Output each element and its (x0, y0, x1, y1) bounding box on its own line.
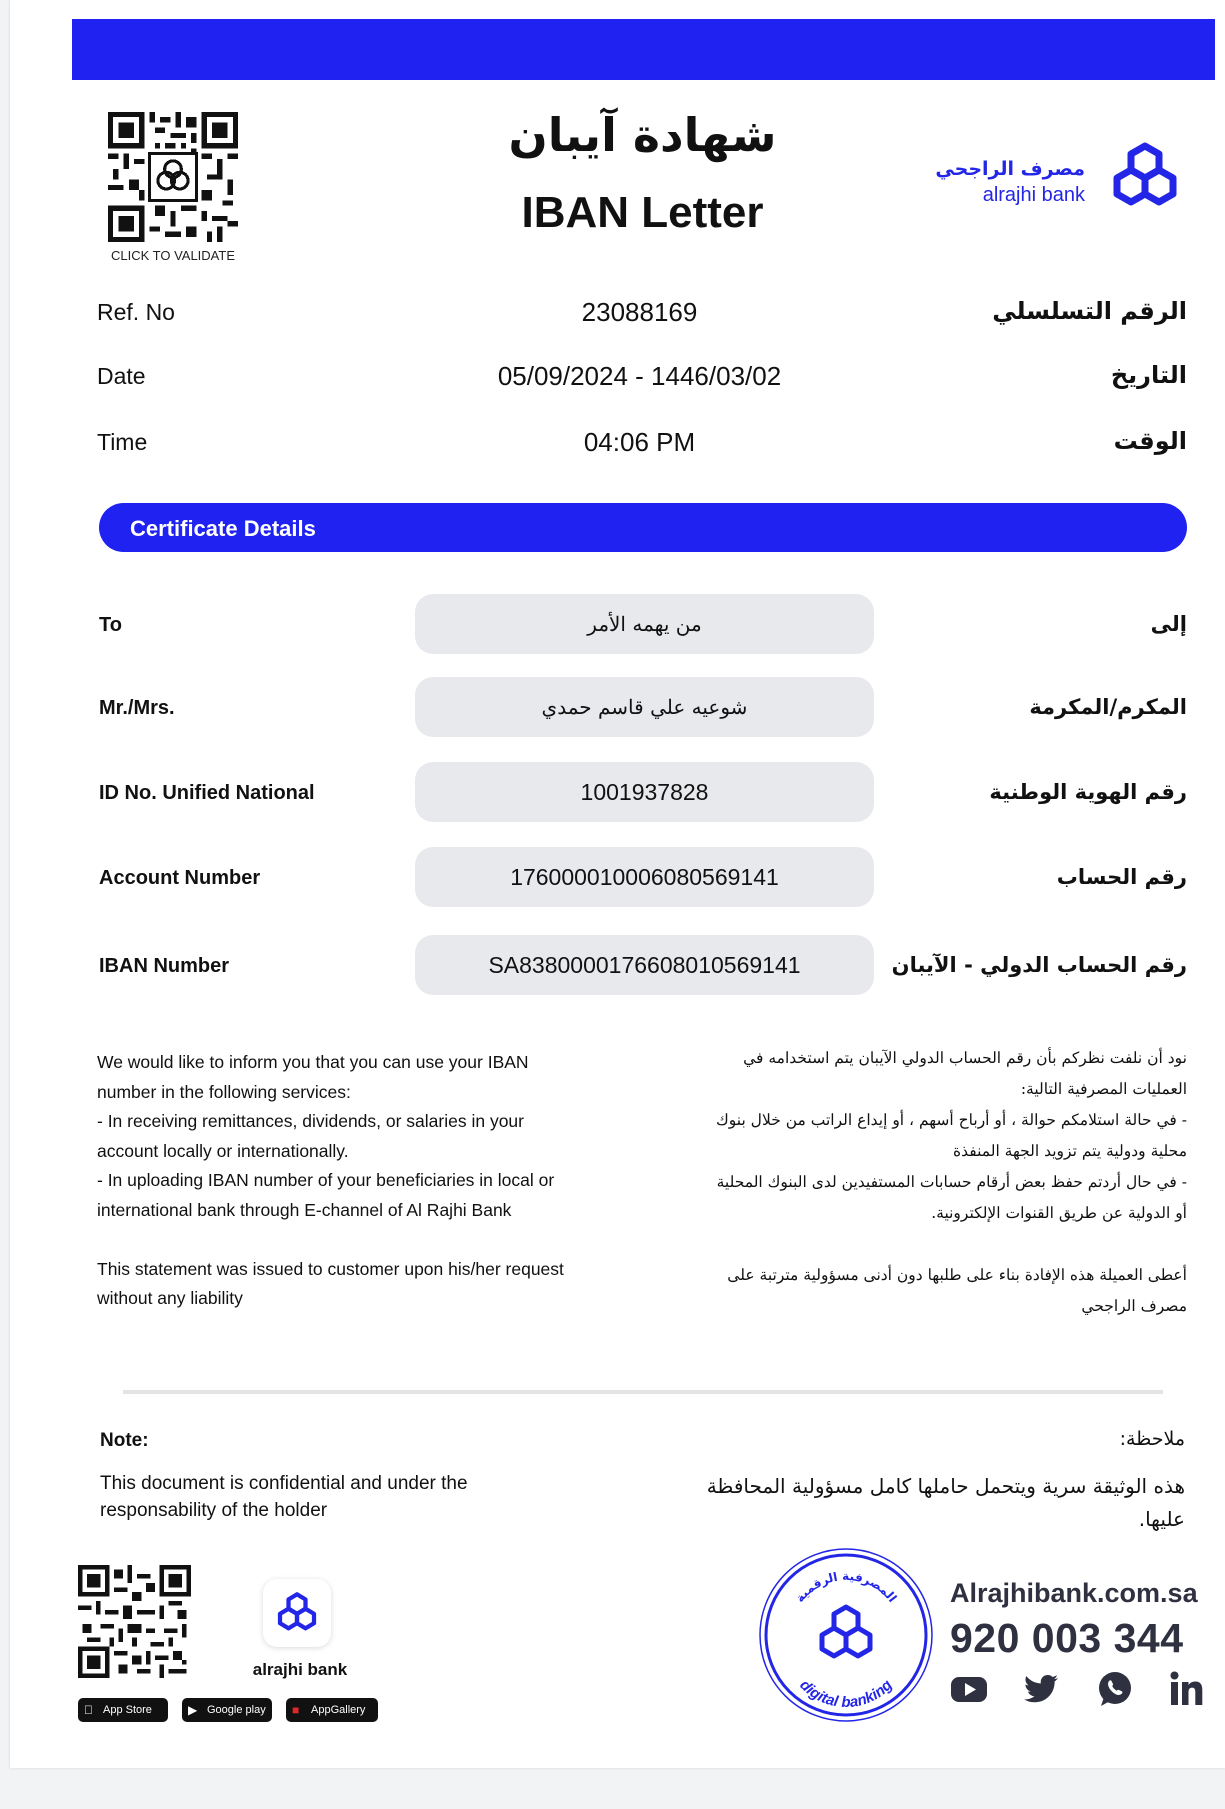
detail-label-arabic: رقم الحساب الدولي - الآيبان (891, 953, 1187, 977)
divider (123, 1390, 1163, 1394)
info-paragraph: - In receiving remittances, dividends, or salaries in your account locally or internationally. (97, 1111, 524, 1161)
linkedin-icon[interactable] (1166, 1668, 1208, 1710)
alrajhi-logo-icon (1105, 140, 1185, 220)
detail-label: To (99, 614, 122, 636)
detail-value-field: SA8380000176608010569141 (415, 935, 874, 995)
website-text[interactable]: Alrajhibank.com.sa (950, 1578, 1198, 1608)
detail-row-account-number (99, 847, 1187, 909)
note-title-english: Note: (100, 1430, 149, 1451)
info-paragraph: - في حالة استلامكم حوالة ، أو أرباح أسهم ، أو إيداع الراتب من خلال بنوك محلية ودولية يتم تزويد الجهة المنفذة (715, 1111, 1187, 1160)
ref-label-arabic: الرقم التسلسلي (992, 297, 1187, 325)
youtube-icon[interactable] (948, 1668, 990, 1710)
detail-value-field: من يهمه الأمر (415, 594, 874, 654)
bank-logo (935, 140, 1185, 220)
apple-icon (84, 1698, 93, 1722)
info-paragraph: This statement was issued to customer upon his/her request without any liability (97, 1258, 564, 1308)
info-paragraph: أعطى العميلة هذه الإفادة بناء على طلبها دون أدنى مسؤولية مترتبة على مصرف الراجحي (727, 1266, 1187, 1315)
detail-row-to (99, 594, 1187, 656)
ref-label: Ref. No (97, 299, 175, 325)
svg-text:المصرفية الرقمية (793, 1569, 900, 1605)
info-paragraph: We would like to inform you that you can use your IBAN number in the following services: (97, 1052, 529, 1102)
top-brand-bar (72, 19, 1215, 80)
ref-row (97, 293, 1187, 333)
date-value: 05/09/2024 - 1446/03/02 (497, 361, 782, 391)
brand-name-english: alrajhi bank (982, 184, 1085, 206)
whatsapp-icon[interactable] (1094, 1668, 1136, 1710)
alrajhi-app-icon[interactable] (263, 1579, 331, 1647)
info-paragraph: - في حال أردتم حفظ بعض أرقام حسابات المستفيدين لدى البنوك المحلية أو الدولية عن طريق القنوات الإلكترونية. (716, 1173, 1187, 1222)
note-body-arabic: هذه الوثيقة سرية ويتحمل حاملها كامل مسؤولية المحافظة عليها. (706, 1474, 1185, 1531)
note-title-arabic: ملاحظة: (1119, 1428, 1185, 1450)
detail-value-field: 1001937828 (415, 762, 874, 822)
app-name: alrajhi bank (252, 1660, 348, 1679)
digital-banking-seal (756, 1545, 936, 1725)
iban-usage-info-arabic (700, 1043, 1187, 1322)
app-store-badge[interactable] (78, 1698, 168, 1722)
detail-label-arabic: المكرم/المكرمة (1029, 695, 1187, 719)
brand-name-arabic: مصرف الراجحي (935, 158, 1085, 180)
detail-row-national-id (99, 762, 1187, 824)
title-arabic: شهادة آيبان (508, 108, 777, 162)
detail-label-arabic: رقم الهوية الوطنية (989, 780, 1187, 804)
certificate-details-header: Certificate Details (99, 503, 1187, 552)
note-body-english: This document is confidential and under the responsability of the holder (100, 1473, 468, 1521)
detail-label: ID No. Unified National (99, 782, 315, 804)
app-logo-icon (263, 1579, 331, 1647)
detail-label: Account Number (99, 867, 261, 889)
detail-value-field: شوعيه علي قاسم حمدي (415, 677, 874, 737)
time-row (97, 423, 1187, 463)
twitter-icon[interactable] (1021, 1668, 1063, 1710)
detail-row-iban (99, 935, 1187, 997)
title-english: IBAN Letter (521, 188, 764, 237)
info-paragraph: - In uploading IBAN number of your beneficiaries in local or international bank through E-channel of Al Rajhi Bank (97, 1170, 555, 1220)
detail-row-name (99, 677, 1187, 739)
time-value: 04:06 PM (583, 427, 696, 457)
detail-label-arabic: رقم الحساب (1056, 865, 1187, 889)
phone-number[interactable]: 920 003 344 (950, 1615, 1184, 1661)
date-label: Date (97, 363, 146, 389)
ref-value: 23088169 (581, 297, 698, 327)
qr-caption: CLICK TO VALIDATE (110, 248, 236, 263)
detail-value-field: 176000010006080569141 (415, 847, 874, 907)
play-icon: ▶ (188, 1703, 198, 1717)
huawei-icon: ■ (292, 1703, 300, 1717)
app-gallery-badge[interactable] (286, 1698, 378, 1722)
validation-qr-code[interactable] (108, 112, 238, 242)
time-label: Time (97, 429, 148, 455)
seal-top-text: المصرفية الرقمية (792, 1569, 900, 1605)
detail-label: Mr./Mrs. (99, 697, 175, 719)
date-row (97, 357, 1187, 397)
badge-label: App Store (103, 1704, 152, 1716)
info-paragraph: نود أن نلفت نظركم بأن رقم الحساب الدولي الآيبان يتم استخدامه في العمليات المصرفية التالية: (743, 1049, 1187, 1098)
detail-label-arabic: إلى (1150, 612, 1187, 636)
detail-label: IBAN Number (99, 955, 230, 977)
google-play-badge[interactable] (182, 1698, 272, 1722)
badge-label: AppGallery (311, 1704, 366, 1716)
social-links (948, 1668, 1208, 1710)
app-download-qr-code[interactable] (78, 1565, 191, 1678)
seal-bottom-text: digital banking (796, 1676, 896, 1711)
iban-usage-info-english (97, 1048, 567, 1314)
date-label-arabic: التاريخ (1110, 361, 1187, 389)
badge-label: Google play (207, 1704, 266, 1716)
time-label-arabic: الوقت (1113, 427, 1187, 455)
